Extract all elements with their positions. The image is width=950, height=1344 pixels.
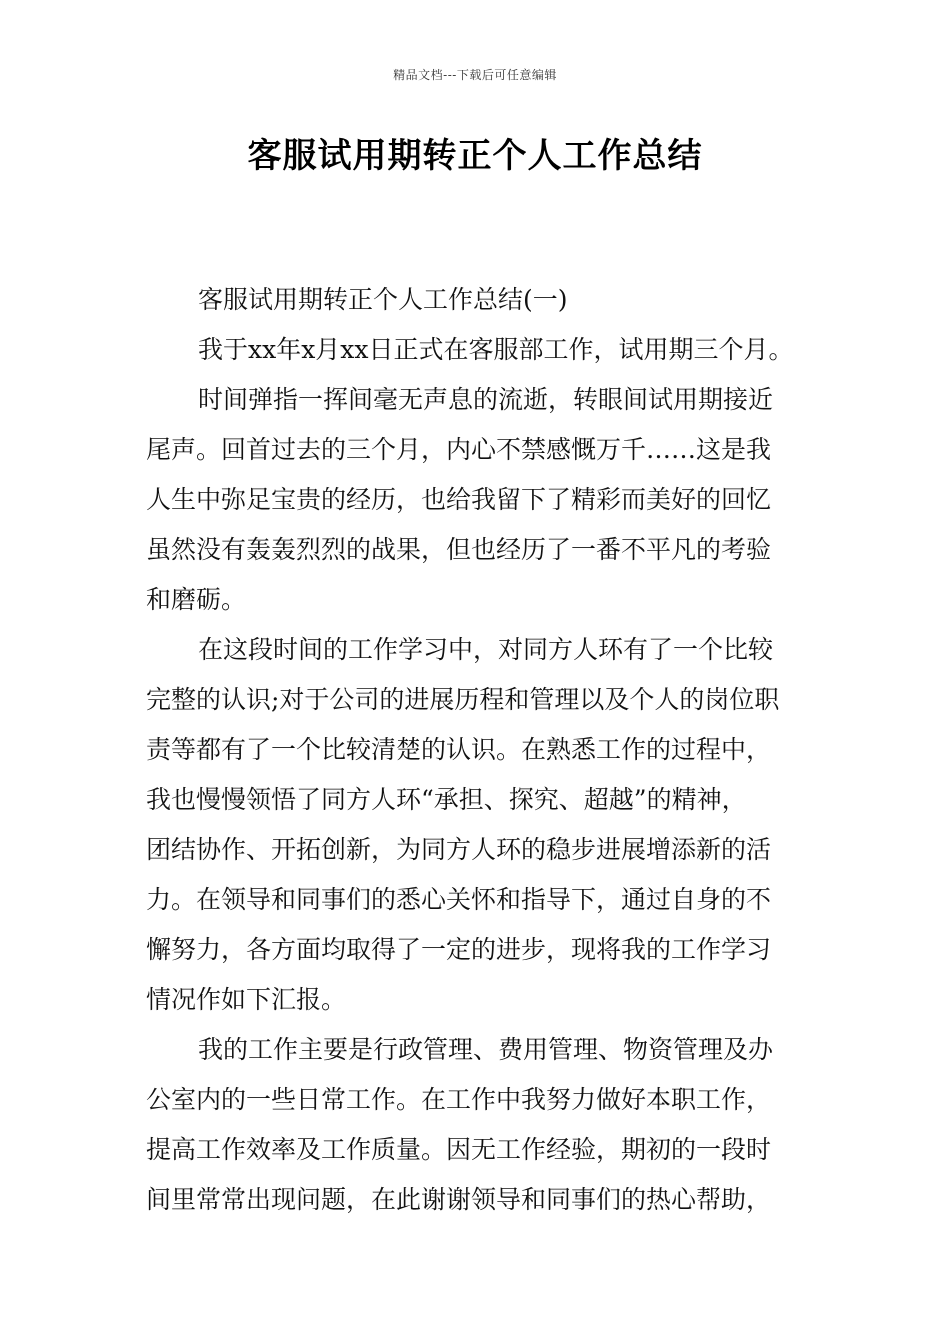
text-line: 提高工作效率及工作质量。因无工作经验，期初的一段时 <box>146 1135 772 1164</box>
text-line: 间里常常出现问题，在此谢谢领导和同事们的热心帮助， <box>146 1185 772 1214</box>
text-line: 情况作如下汇报。 <box>146 985 347 1014</box>
text-line: 时间弹指一挥间毫无声息的流逝，转眼间试用期接近 <box>198 385 774 414</box>
text-line: 在这段时间的工作学习中，对同方人环有了一个比较 <box>198 635 774 664</box>
text-line: 我的工作主要是行政管理、费用管理、物资管理及办 <box>198 1035 774 1064</box>
text-line: 力。在领导和同事们的悉心关怀和指导下，通过自身的不 <box>146 885 772 914</box>
text-line: 和磨砺。 <box>146 585 247 614</box>
document-title: 客服试用期转正个人工作总结 <box>247 136 703 176</box>
text-line: 尾声。回首过去的三个月，内心不禁感慨万千……这是我 <box>146 435 772 464</box>
text-line: 客服试用期转正个人工作总结(一) <box>198 285 568 314</box>
document-body <box>146 280 806 1230</box>
text-line: 我也慢慢领悟了同方人环“承担、探究、超越”的精神， <box>146 785 747 814</box>
text-line: 完整的认识;对于公司的进展历程和管理以及个人的岗位职 <box>146 685 780 714</box>
text-line: 人生中弥足宝贵的经历，也给我留下了精彩而美好的回忆 <box>146 485 772 514</box>
text-line: 责等都有了一个比较清楚的认识。在熟悉工作的过程中， <box>146 735 772 764</box>
header-note: 精品文档---下载后可任意编辑 <box>393 68 557 82</box>
text-line: 团结协作、开拓创新，为同方人环的稳步进展增添新的活 <box>146 835 772 864</box>
text-line: 懈努力，各方面均取得了一定的进步，现将我的工作学习 <box>146 935 772 964</box>
text-line: 我于xx年x月xx日正式在客服部工作，试用期三个月。 <box>198 335 794 364</box>
text-line: 虽然没有轰轰烈烈的战果，但也经历了一番不平凡的考验 <box>146 535 772 564</box>
text-line: 公室内的一些日常工作。在工作中我努力做好本职工作， <box>146 1085 772 1114</box>
